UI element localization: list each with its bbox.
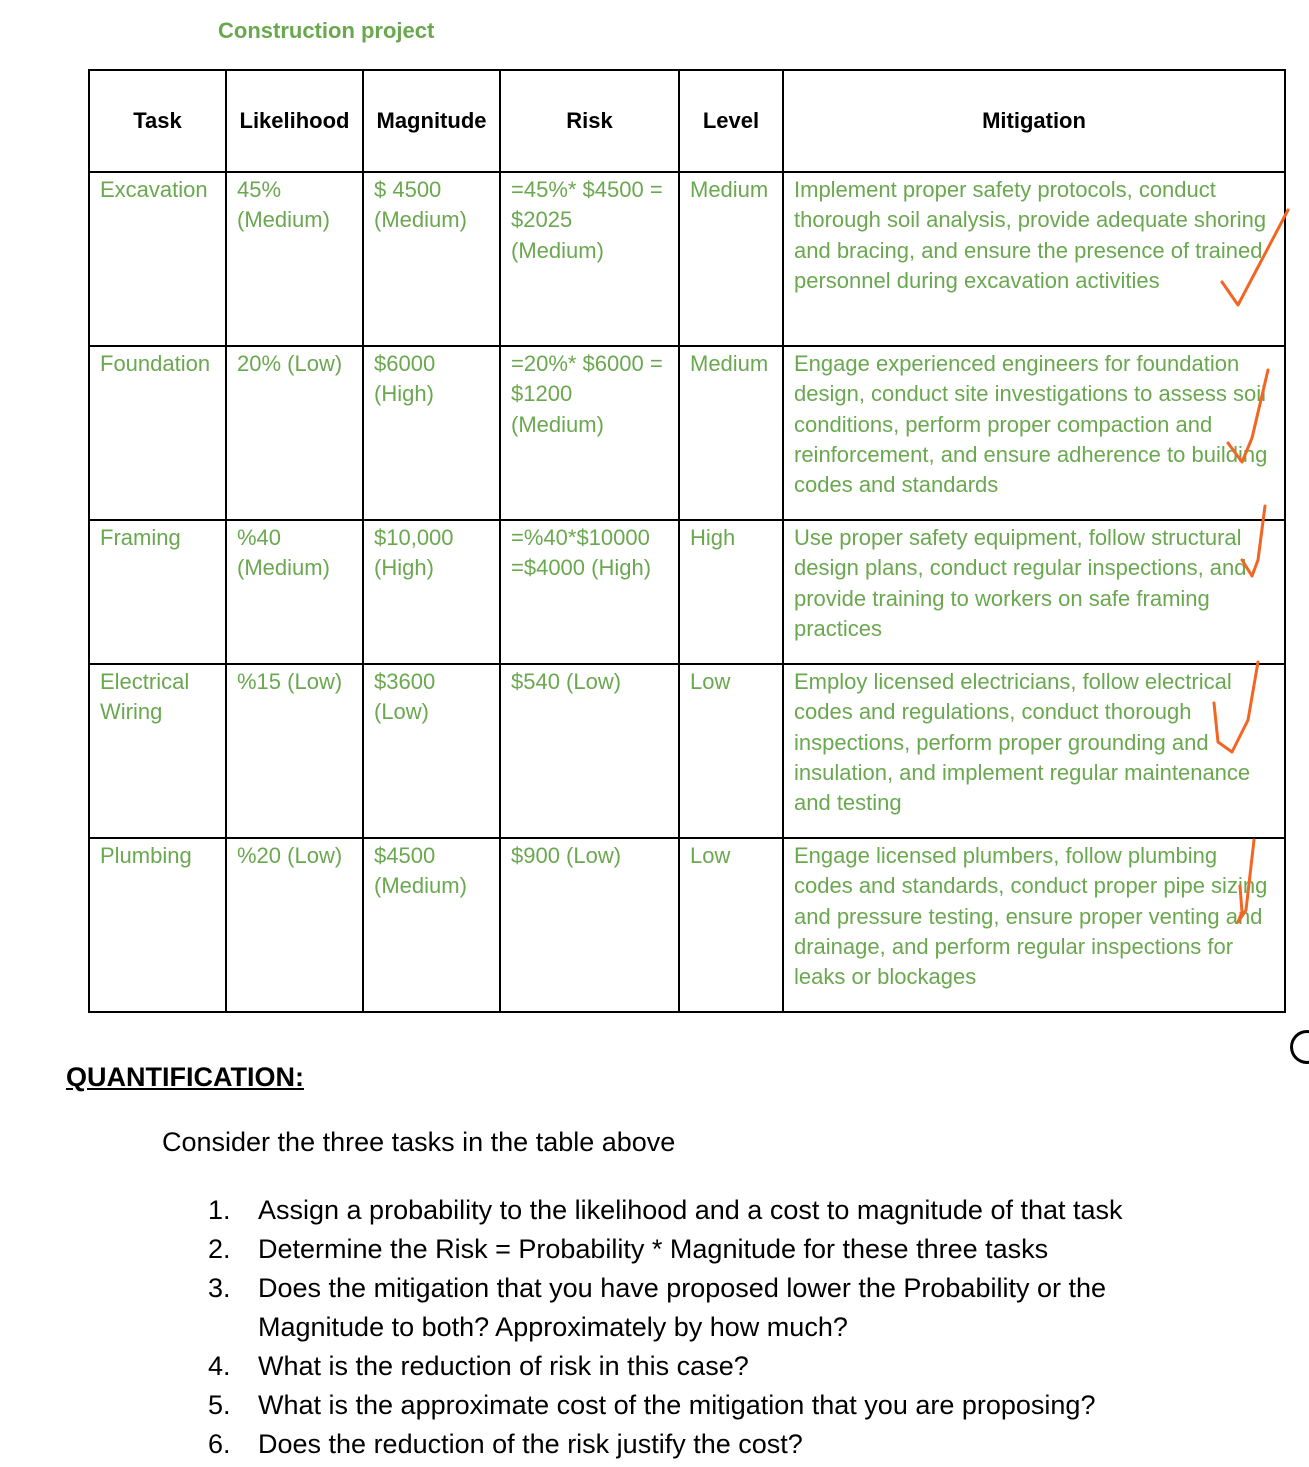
header-magnitude: Magnitude	[363, 70, 500, 172]
list-number: 5.	[208, 1390, 231, 1420]
cell-task: Foundation	[89, 346, 226, 520]
cell-likelihood: %15 (Low)	[226, 664, 363, 838]
cell-mitigation: Engage licensed plumbers, follow plumbing codes and standards, conduct proper pipe sizing and pressure testing, ensure proper venting and drainage, and perform regular inspections for leaks or blockages	[783, 838, 1285, 1012]
header-level: Level	[679, 70, 783, 172]
cell-level: Low	[679, 838, 783, 1012]
list-text: Does the mitigation that you have proposed lower the Probability or the Magnitude to both? Approximately by how much?	[258, 1273, 1106, 1342]
list-number: 6.	[208, 1429, 231, 1459]
cell-task: Framing	[89, 520, 226, 664]
list-item	[208, 1386, 1228, 1425]
header-task: Task	[89, 70, 226, 172]
cell-magnitude: $10,000 (High)	[363, 520, 500, 664]
header-likelihood: Likelihood	[226, 70, 363, 172]
cell-mitigation: Implement proper safety protocols, conduct thorough soil analysis, provide adequate shoring and bracing, and ensure the presence of trained personnel during excavation activities	[783, 172, 1285, 346]
list-item	[208, 1230, 1228, 1269]
table-row	[89, 838, 1285, 1012]
cell-mitigation: Use proper safety equipment, follow structural design plans, conduct regular inspections, and provide training to workers on safe framing practices	[783, 520, 1285, 664]
section-heading: QUANTIFICATION:	[66, 1062, 304, 1092]
list-item	[208, 1347, 1228, 1386]
cell-magnitude: $3600 (Low)	[363, 664, 500, 838]
table-row	[89, 172, 1285, 346]
list-number: 4.	[208, 1351, 231, 1381]
cell-risk: $900 (Low)	[500, 838, 679, 1012]
cell-magnitude: $4500 (Medium)	[363, 838, 500, 1012]
cell-risk: $540 (Low)	[500, 664, 679, 838]
header-mitigation: Mitigation	[783, 70, 1285, 172]
cell-likelihood: %40 (Medium)	[226, 520, 363, 664]
list-text: Assign a probability to the likelihood and a cost to magnitude of that task	[258, 1195, 1123, 1225]
list-text: What is the approximate cost of the mitigation that you are proposing?	[258, 1390, 1096, 1420]
question-list	[208, 1191, 1228, 1464]
cell-task: Excavation	[89, 172, 226, 346]
cell-likelihood: 45% (Medium)	[226, 172, 363, 346]
cell-risk: =45%* $4500 = $2025 (Medium)	[500, 172, 679, 346]
header-risk: Risk	[500, 70, 679, 172]
list-number: 2.	[208, 1234, 231, 1264]
document-title: Construction project	[218, 18, 435, 43]
table-header-row	[89, 70, 1285, 172]
table-row	[89, 664, 1285, 838]
list-item	[208, 1269, 1228, 1347]
cell-mitigation: Employ licensed electricians, follow electrical codes and regulations, conduct thorough inspections, perform proper grounding and insulation, and implement regular maintenance and testing	[783, 664, 1285, 838]
cell-level: Medium	[679, 346, 783, 520]
cell-level: Medium	[679, 172, 783, 346]
cell-task: Electrical Wiring	[89, 664, 226, 838]
table-row	[89, 520, 1285, 664]
cell-mitigation: Engage experienced engineers for foundation design, conduct site investigations to assess soil conditions, perform proper compaction and reinforcement, and ensure adherence to building codes and standards	[783, 346, 1285, 520]
cell-level: Low	[679, 664, 783, 838]
cell-risk: =20%* $6000 = $1200 (Medium)	[500, 346, 679, 520]
cell-likelihood: 20% (Low)	[226, 346, 363, 520]
risk-table	[88, 69, 1286, 1013]
intro-text: Consider the three tasks in the table above	[162, 1127, 676, 1157]
table-row	[89, 346, 1285, 520]
cell-risk: =%40*$10000 =$4000 (High)	[500, 520, 679, 664]
list-number: 1.	[208, 1195, 231, 1225]
list-number: 3.	[208, 1273, 231, 1303]
cell-level: High	[679, 520, 783, 664]
list-item	[208, 1191, 1228, 1230]
list-text: Determine the Risk = Probability * Magnitude for these three tasks	[258, 1234, 1049, 1264]
list-text: Does the reduction of the risk justify the cost?	[258, 1429, 803, 1459]
cell-likelihood: %20 (Low)	[226, 838, 363, 1012]
cell-task: Plumbing	[89, 838, 226, 1012]
cell-magnitude: $6000 (High)	[363, 346, 500, 520]
partial-circle-mark	[1290, 1030, 1309, 1064]
cell-magnitude: $ 4500 (Medium)	[363, 172, 500, 346]
list-text: What is the reduction of risk in this case?	[258, 1351, 749, 1381]
list-item	[208, 1425, 1228, 1464]
